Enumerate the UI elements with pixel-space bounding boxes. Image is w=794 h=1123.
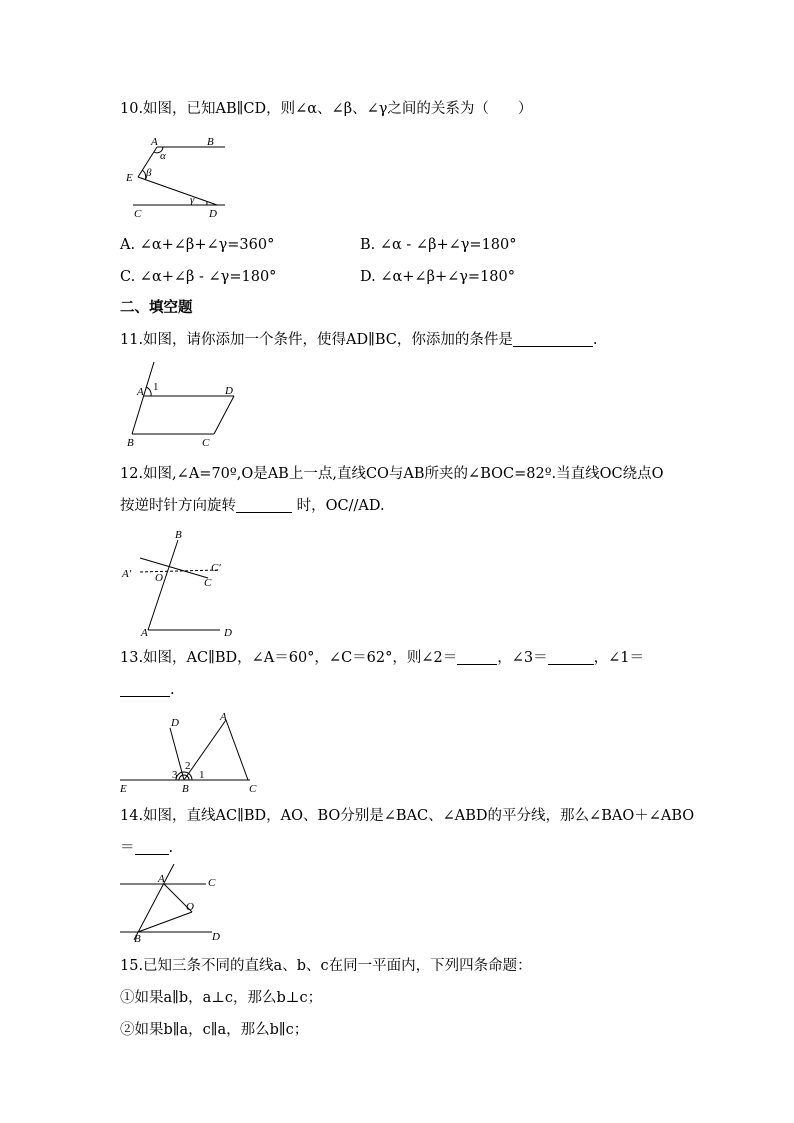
q14-label-B: B xyxy=(134,933,141,945)
q12-line2 xyxy=(120,496,385,516)
q13-label-2: 2 xyxy=(185,760,191,772)
q10-label-gamma: γ xyxy=(190,194,195,206)
q12-label-Aprime: A′ xyxy=(122,568,132,580)
q11-stem xyxy=(120,330,597,350)
q13-line2-end: . xyxy=(170,682,175,698)
q13-text-c: ，∠1＝ xyxy=(593,650,644,666)
q12-figure xyxy=(118,526,248,644)
q12-answer-blank[interactable] xyxy=(236,498,292,513)
q14-label-A: A xyxy=(158,873,165,885)
q14-label-C: C xyxy=(208,877,216,889)
q13-label-1: 1 xyxy=(199,769,205,781)
q11-label-1: 1 xyxy=(153,381,159,393)
q11-stem-text: 11.如图，请你添加一个条件，使得AD∥BC，你添加的条件是 xyxy=(120,332,513,348)
q10-label-beta: β xyxy=(146,167,152,179)
q10-label-C: C xyxy=(134,208,142,220)
q13-label-D: D xyxy=(171,717,179,729)
q13-figure xyxy=(116,708,266,796)
q10-figure xyxy=(125,133,235,223)
q13-text-b: ，∠3＝ xyxy=(497,650,548,666)
q10-stem: 10.如图，已知AB∥CD，则∠α、∠β、∠γ之间的关系为（ ） xyxy=(120,101,533,117)
section-title: 二、填空题 xyxy=(120,299,193,316)
q10-option-c: C. ∠α+∠β - ∠γ=180° xyxy=(120,269,277,285)
q10-label-alpha: α xyxy=(160,150,166,162)
q13-text-a: 13.如图，AC∥BD，∠A＝60°，∠C＝62°，则∠2＝ xyxy=(120,650,458,666)
q15-proposition-1: ①如果a∥b，a⊥c，那么b⊥c； xyxy=(120,990,323,1006)
q15-stem: 15.已知三条不同的直线a、b、c在同一平面内，下列四条命题： xyxy=(120,958,532,974)
q12-line2-text: 按逆时针方向旋转 xyxy=(120,498,236,514)
q10-label-D: D xyxy=(209,208,217,220)
q10-option-a: A. ∠α+∠β+∠γ=360° xyxy=(120,237,275,253)
q11-figure xyxy=(122,358,247,450)
q12-label-C: C xyxy=(204,577,212,589)
q14-answer-blank[interactable] xyxy=(135,840,169,855)
q14-label-O: O xyxy=(186,901,194,913)
q13-label-C: C xyxy=(249,783,257,795)
q13-angle2-blank[interactable] xyxy=(457,650,497,665)
q13-label-B: B xyxy=(182,783,189,795)
q14-line2 xyxy=(120,838,173,858)
q10-label-A: A xyxy=(151,136,158,148)
q13-label-A: A xyxy=(220,711,227,723)
q13-label-E: E xyxy=(120,783,127,795)
q12-label-D: D xyxy=(224,627,232,639)
q14-line2-text: ＝ xyxy=(120,840,135,856)
q11-label-B: B xyxy=(127,437,134,449)
q13-label-3: 3 xyxy=(172,769,178,781)
q12-label-O: O xyxy=(155,572,163,584)
q10-option-d: D. ∠α+∠β+∠γ=180° xyxy=(360,269,515,285)
q12-line2-end: 时，OC//AD. xyxy=(292,498,385,514)
q14-figure xyxy=(118,864,228,946)
q10-label-B: B xyxy=(207,136,214,148)
q12-label-Cprime: C′ xyxy=(211,562,221,574)
q11-answer-blank[interactable] xyxy=(513,332,593,347)
q13-angle1-blank[interactable] xyxy=(120,682,170,697)
q12-label-A: A xyxy=(141,627,148,639)
q11-label-D: D xyxy=(225,385,233,397)
q13-angle3-blank[interactable] xyxy=(548,650,594,665)
q12-label-B: B xyxy=(175,529,182,541)
q10-label-E: E xyxy=(126,172,133,184)
q10-option-b: B. ∠α - ∠β+∠γ=180° xyxy=(360,237,517,253)
q11-label-C: C xyxy=(202,437,210,449)
q14-line1: 14.如图，直线AC∥BD，AO、BO分别是∠BAC、∠ABD的平分线，那么∠BAO＋∠ABO xyxy=(120,808,695,824)
q13-line2 xyxy=(120,680,175,700)
q14-label-D: D xyxy=(212,931,220,943)
q12-line1: 12.如图,∠A=70º,O是AB上一点,直线CO与AB所夹的∠BOC=82º.当直线OC绕点O xyxy=(120,466,664,482)
q15-proposition-2: ②如果b∥a，c∥a，那么b∥c； xyxy=(120,1022,309,1038)
q14-line2-end: . xyxy=(168,840,174,856)
q13-line1 xyxy=(120,648,644,668)
q11-label-A: A xyxy=(137,386,144,398)
q11-stem-end: . xyxy=(592,332,598,348)
